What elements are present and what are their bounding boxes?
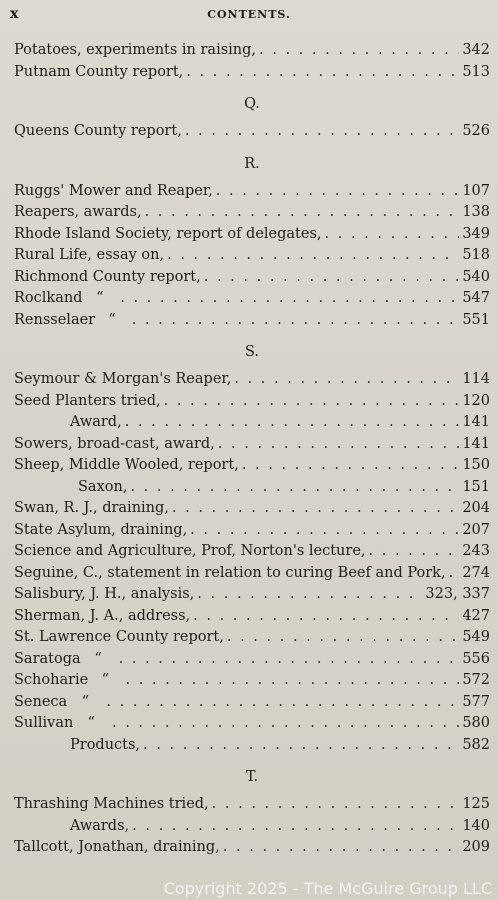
entry-title: Roclkand <box>14 290 83 306</box>
index-entry <box>14 839 490 861</box>
entry-page: 556 <box>462 650 490 667</box>
dot-leader <box>172 500 459 516</box>
ditto-mark: “ <box>96 290 104 306</box>
index-entry <box>14 694 490 716</box>
entry-title: State Asylum, draining, <box>14 521 188 538</box>
dot-leader <box>216 183 460 199</box>
dot-leader <box>242 457 460 473</box>
index-entry <box>14 543 490 565</box>
index-entry <box>14 247 490 269</box>
dot-leader <box>234 371 459 387</box>
entry-page: 207 <box>462 521 490 538</box>
index-entry <box>14 672 490 694</box>
dot-leader <box>119 651 460 667</box>
page-title: CONTENTS. <box>207 8 291 21</box>
copyright-watermark: Copyright 2025 - The McGuire Group LLC <box>163 879 492 898</box>
dot-leader <box>204 269 460 285</box>
index-entry <box>14 290 490 312</box>
entry-page: 209 <box>462 839 490 855</box>
index-entry <box>14 312 490 334</box>
index-subentry <box>14 818 490 840</box>
dot-leader <box>126 672 460 688</box>
dot-leader <box>143 737 459 753</box>
entry-title: Sullivan <box>14 715 74 731</box>
index-entry <box>14 629 490 651</box>
entry-page: 513 <box>462 63 490 80</box>
entry-page: 577 <box>462 693 490 710</box>
entry-page: 547 <box>462 290 490 306</box>
entry-title: Rural Life, essay on, <box>14 247 165 263</box>
entry-page: 427 <box>462 607 490 624</box>
entry-title: Saratoga <box>14 650 81 667</box>
entry-title: Putnam County report, <box>14 63 184 80</box>
dot-leader <box>212 796 460 812</box>
entry-page: 526 <box>462 123 490 139</box>
entry-page: 125 <box>462 796 490 812</box>
entry-title: Awards, <box>70 817 130 834</box>
index-entry <box>14 715 490 737</box>
dot-leader <box>164 393 460 409</box>
page-header <box>10 6 488 26</box>
dot-leader <box>130 479 459 495</box>
index-entry <box>14 269 490 291</box>
entry-page: 138 <box>462 204 490 220</box>
entry-title: Seguine, C., statement in relation to curing Beef and Pork, <box>14 564 446 581</box>
index-entry <box>14 42 490 64</box>
ditto-mark: “ <box>108 311 116 328</box>
entry-page: 204 <box>462 500 490 516</box>
entry-title: Queens County report, <box>14 123 182 139</box>
entry-page: 141 <box>462 435 490 452</box>
entry-title: Ruggs' Mower and Reaper, <box>14 182 213 199</box>
entry-page: 518 <box>462 247 490 263</box>
dot-leader <box>132 818 459 834</box>
dot-leader <box>185 123 460 139</box>
index-entry <box>14 608 490 630</box>
entry-title: Salisbury, J. H., analysis, <box>14 586 195 602</box>
dot-leader <box>193 608 459 624</box>
entry-title: Swan, R. J., draining, <box>14 500 169 516</box>
entry-page: 107 <box>462 182 490 199</box>
page-number: x <box>10 6 19 22</box>
entry-page: 114 <box>462 371 490 387</box>
entry-page: 323, 337 <box>425 586 490 602</box>
entry-page: 580 <box>462 715 490 731</box>
entry-title: Sowers, broad-cast, award, <box>14 435 215 452</box>
index-entry <box>14 183 490 205</box>
entry-title: Saxon, <box>78 478 128 495</box>
index-entry <box>14 586 490 608</box>
index-entry <box>14 796 490 818</box>
entry-page: 140 <box>462 817 490 834</box>
index-subentry <box>14 414 490 436</box>
entry-title: Seed Planters tried, <box>14 392 161 409</box>
index-entry <box>14 371 490 393</box>
index-entry <box>14 64 490 86</box>
entry-title: Products, <box>70 736 141 753</box>
entry-page: 549 <box>462 629 490 645</box>
entry-title: Sheep, Middle Wooled, report, <box>14 457 239 473</box>
entry-title: Sherman, J. A., address, <box>14 607 191 624</box>
entry-page: 572 <box>462 672 490 688</box>
entry-title: Reapers, awards, <box>14 204 142 220</box>
entry-title: Award, <box>70 414 122 430</box>
ditto-mark: “ <box>101 672 110 688</box>
dot-leader <box>223 839 460 855</box>
entry-title: Richmond County report, <box>14 268 201 285</box>
dot-leader <box>218 436 460 452</box>
index-entry <box>14 226 490 248</box>
entry-title: Thrashing Machines tried, <box>14 796 209 812</box>
index-entry <box>14 457 490 479</box>
entry-page: 540 <box>462 268 490 285</box>
entry-page: 150 <box>462 457 490 473</box>
contents-list <box>14 42 490 861</box>
dot-leader <box>197 586 422 602</box>
index-subentry <box>14 737 490 759</box>
ditto-mark: “ <box>94 650 102 667</box>
index-entry <box>14 123 490 145</box>
entry-page: 349 <box>462 225 490 242</box>
index-entry <box>14 500 490 522</box>
dot-leader <box>369 543 460 559</box>
dot-leader <box>325 226 460 242</box>
index-entry <box>14 204 490 226</box>
dot-leader <box>120 290 459 306</box>
index-subentry <box>14 479 490 501</box>
dot-leader <box>106 694 459 710</box>
index-entry <box>14 651 490 673</box>
dot-leader <box>186 64 459 80</box>
entry-title: Seymour & Morgan's Reaper, <box>14 371 232 387</box>
entry-page: 120 <box>462 392 490 409</box>
dot-leader <box>259 42 459 58</box>
entry-page: 342 <box>462 42 490 58</box>
dot-leader <box>145 204 460 220</box>
section-heading-q: Q. <box>244 96 260 112</box>
entry-page: 274 <box>462 564 490 581</box>
entry-page: 243 <box>462 543 490 559</box>
entry-page: 151 <box>462 478 490 495</box>
dot-leader <box>190 522 459 538</box>
entry-page: 551 <box>462 311 490 328</box>
section-heading-t: T. <box>245 769 259 785</box>
entry-title: Science and Agriculture, Prof, Norton's lecture, <box>14 543 366 559</box>
ditto-mark: “ <box>81 693 90 710</box>
entry-title: Potatoes, experiments in raising, <box>14 42 257 58</box>
entry-title: Tallcott, Jonathan, draining, <box>14 839 220 855</box>
dot-leader <box>167 247 459 263</box>
entry-title: St. Lawrence County report, <box>14 629 224 645</box>
section-heading-s: S. <box>244 344 260 360</box>
dot-leader <box>125 414 460 430</box>
entry-title: Rensselaer <box>14 311 96 328</box>
entry-title: Rhode Island Society, report of delegates, <box>14 225 322 242</box>
dot-leader <box>227 629 459 645</box>
entry-title: Schoharie <box>14 672 89 688</box>
index-entry <box>14 565 490 587</box>
entry-page: 141 <box>462 414 490 430</box>
entry-page: 582 <box>462 736 490 753</box>
index-entry <box>14 393 490 415</box>
index-entry <box>14 436 490 458</box>
ditto-mark: “ <box>87 715 95 731</box>
dot-leader <box>112 715 459 731</box>
section-heading-r: R. <box>244 155 260 172</box>
index-entry <box>14 522 490 544</box>
dot-leader <box>132 312 460 328</box>
entry-title: Seneca <box>14 693 68 710</box>
dot-leader <box>449 565 460 581</box>
